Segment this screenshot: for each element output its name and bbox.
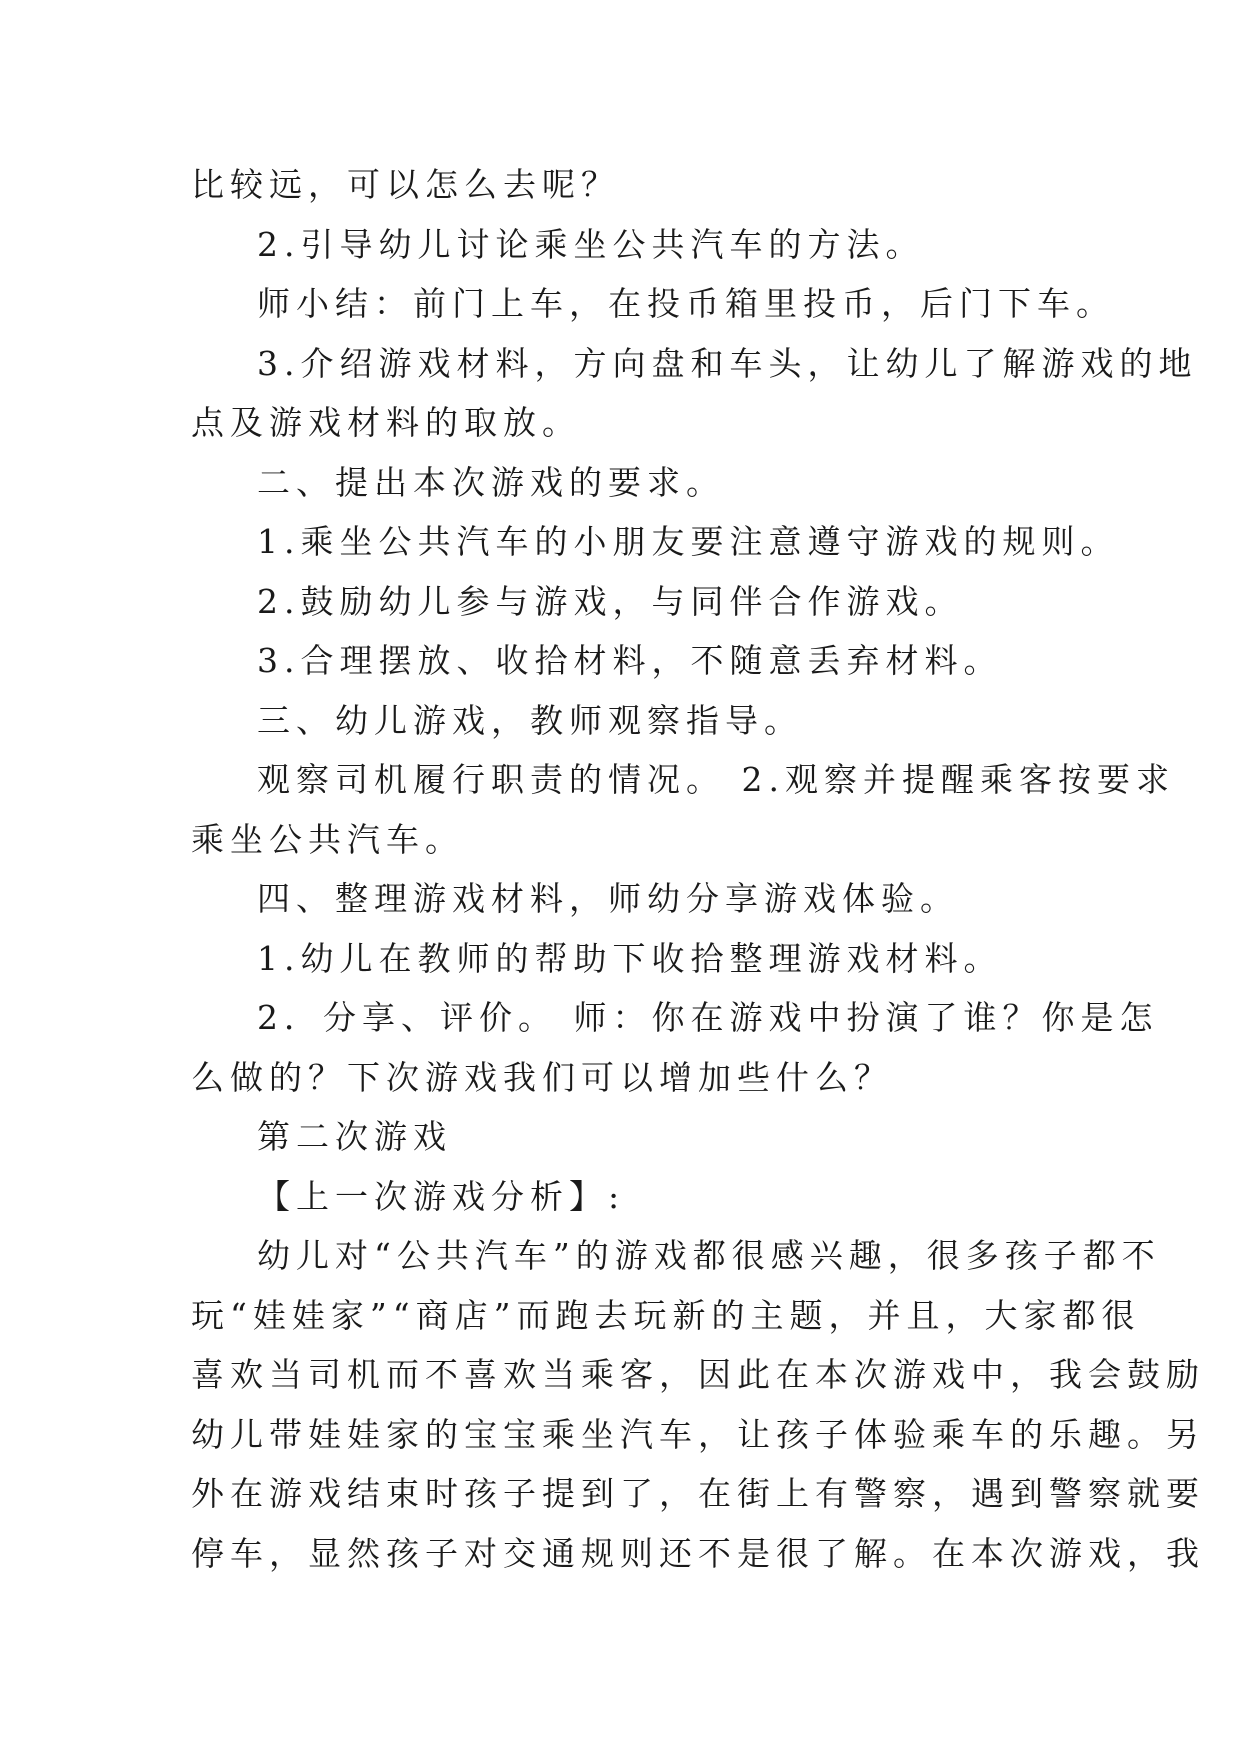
section-heading: 三、幼儿游戏，教师观察指导。 xyxy=(257,700,803,740)
text-line: 么做的？下次游戏我们可以增加些什么？ xyxy=(191,1057,893,1097)
text-line: 幼儿对“公共汽车”的游戏都很感兴趣，很多孩子都不 xyxy=(257,1236,1161,1275)
text-line: 比较远，可以怎么去呢？ xyxy=(191,165,620,204)
body-text xyxy=(191,155,1205,1583)
text-line: 点及游戏材料的取放。 xyxy=(191,403,581,442)
text-line: 1.幼儿在教师的帮助下收拾整理游戏材料。 xyxy=(257,938,1003,978)
text-line: 2.鼓励幼儿参与游戏，与同伴合作游戏。 xyxy=(257,581,964,621)
section-heading: 四、整理游戏材料，师幼分享游戏体验。 xyxy=(257,879,959,918)
text-line: 外在游戏结束时孩子提到了，在街上有警察，遇到警察就要 xyxy=(191,1474,1205,1513)
section-heading: 第二次游戏 xyxy=(257,1117,452,1156)
text-line: 停车，显然孩子对交通规则还不是很了解。在本次游戏，我 xyxy=(191,1533,1205,1573)
text-line: 2．分享、评价。 师：你在游戏中扮演了谁？你是怎 xyxy=(257,998,1159,1037)
text-line: 乘坐公共汽车。 xyxy=(191,819,464,859)
text-line: 3.介绍游戏材料，方向盘和车头，让幼儿了解游戏的地 xyxy=(257,343,1198,383)
text-line: 幼儿带娃娃家的宝宝乘坐汽车，让孩子体验乘车的乐趣。另 xyxy=(191,1414,1205,1454)
section-heading: 【上一次游戏分析】: xyxy=(257,1176,626,1216)
text-line: 3.合理摆放、收拾材料，不随意丢弃材料。 xyxy=(257,641,1003,680)
text-line: 2.引导幼儿讨论乘坐公共汽车的方法。 xyxy=(257,224,925,264)
section-heading: 二、提出本次游戏的要求。 xyxy=(257,462,725,502)
text-line: 观察司机履行职责的情况。 2.观察并提醒乘客按要求 xyxy=(257,760,1175,799)
text-line: 师小结：前门上车，在投币箱里投币，后门下车。 xyxy=(257,284,1115,323)
text-line: 1.乘坐公共汽车的小朋友要注意遵守游戏的规则。 xyxy=(257,522,1120,561)
text-line: 玩“娃娃家”“商店”而跑去玩新的主题，并且，大家都很 xyxy=(191,1295,1141,1335)
text-line: 喜欢当司机而不喜欢当乘客，因此在本次游戏中，我会鼓励 xyxy=(191,1355,1205,1394)
